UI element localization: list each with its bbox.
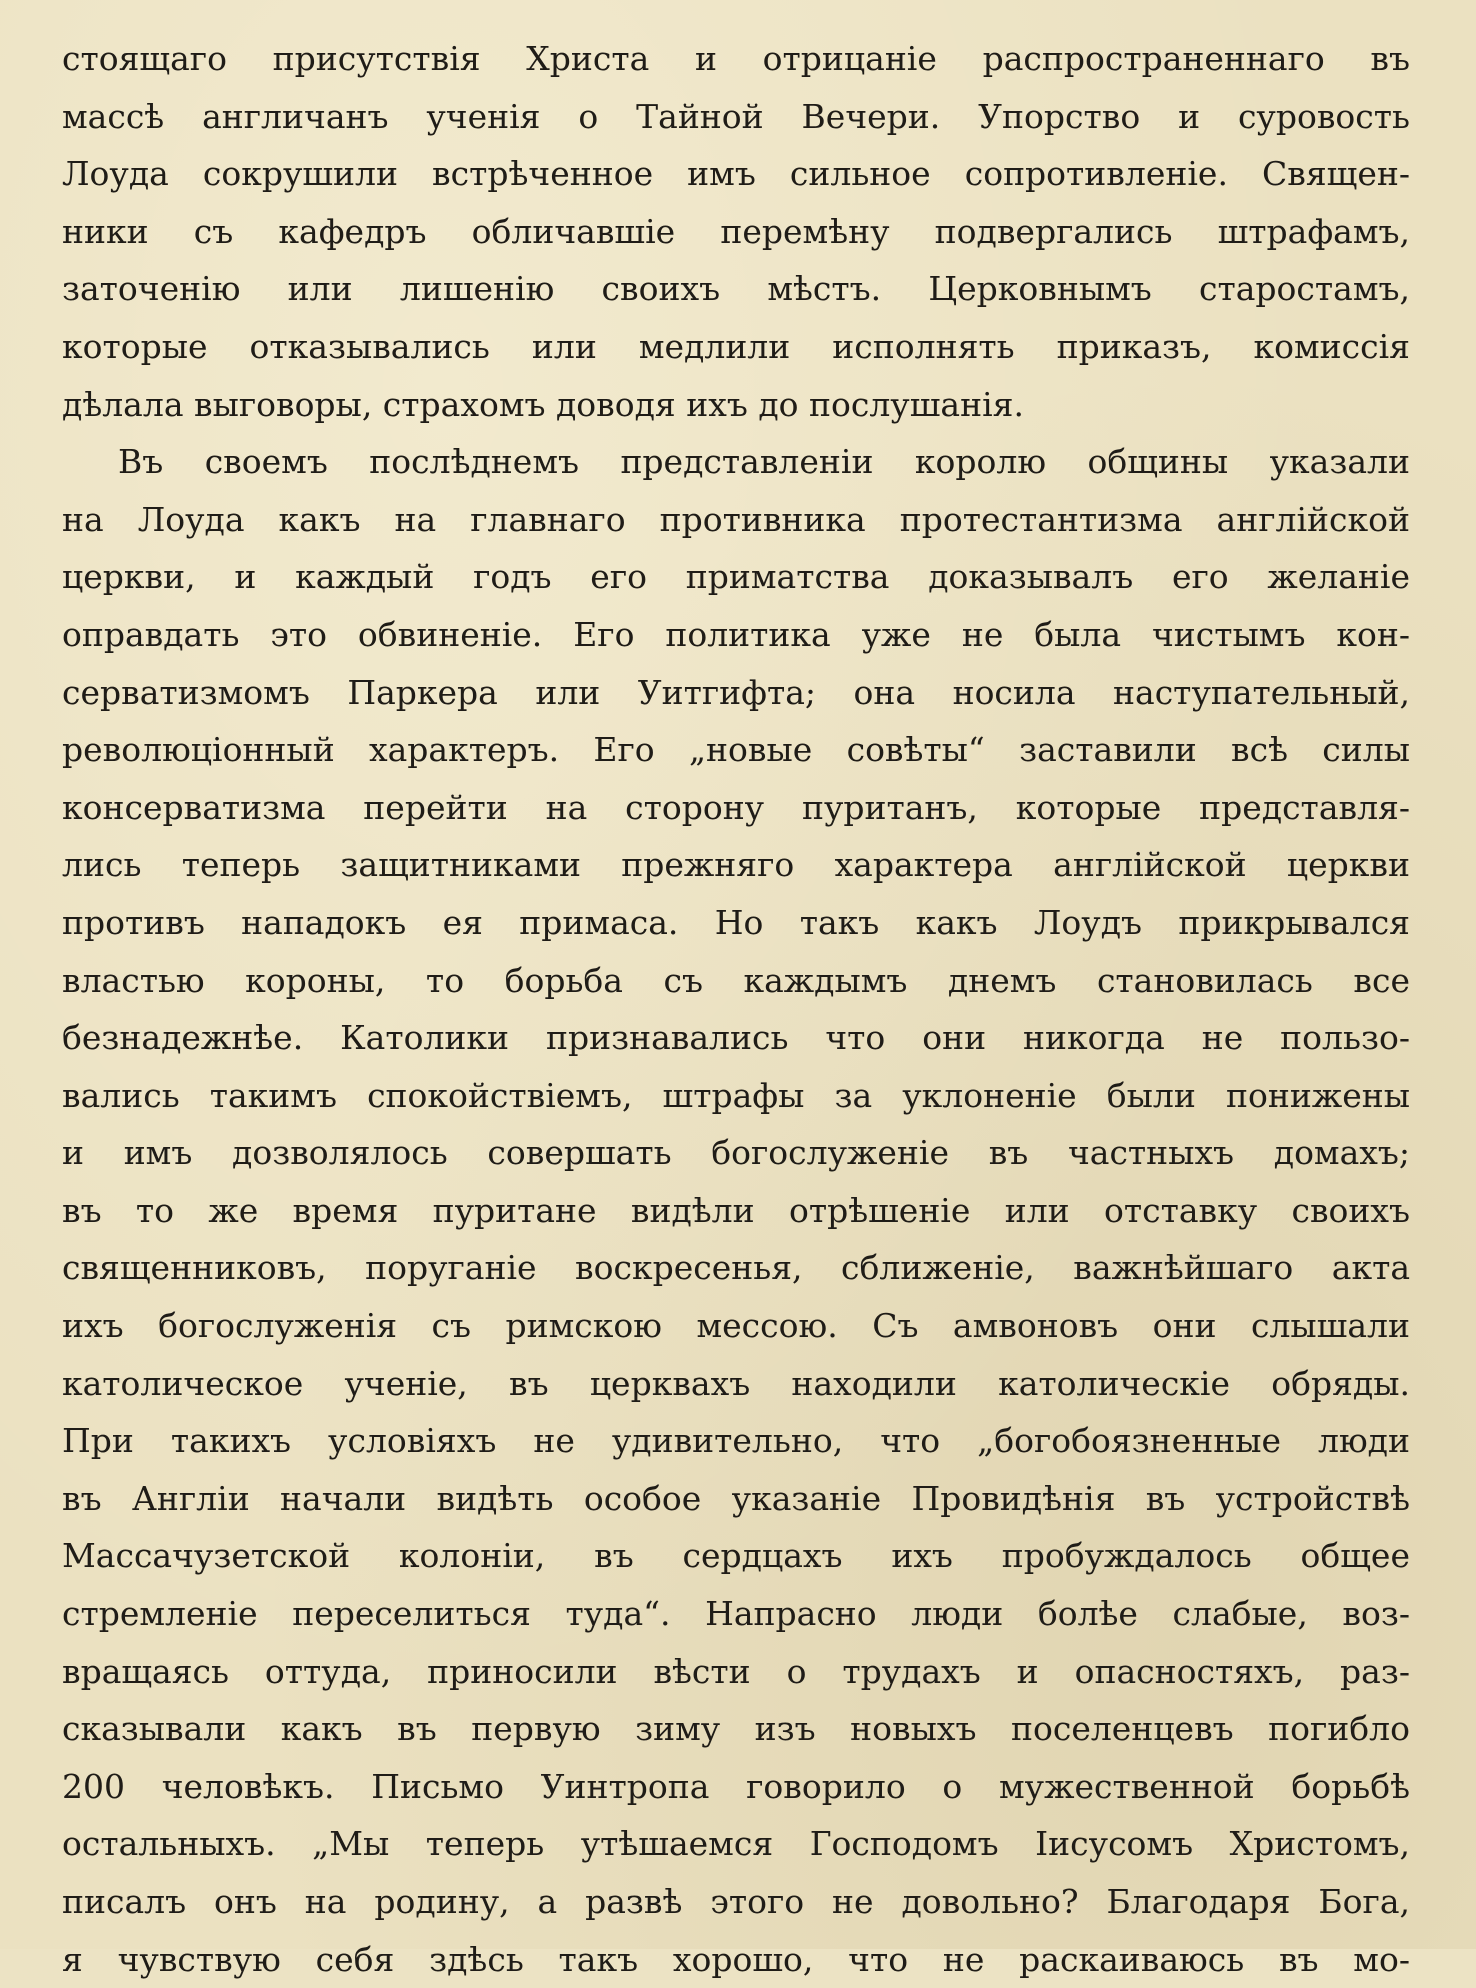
text-line: Лоуда сокрушили встрѣченное имъ сильное сопротивленіе. Священ- — [62, 154, 1410, 194]
text-line: стремленіе переселиться туда“. Напрасно люди болѣе слабые, воз- — [62, 1594, 1410, 1634]
text-line: писалъ онъ на родину, а развѣ этого не довольно? Благодаря Бога, — [62, 1882, 1410, 1921]
text-line: вращаясь оттуда, приносили вѣсти о трудахъ и опасностяхъ, раз- — [62, 1651, 1410, 1691]
text-line: въ Англіи начали видѣть особое указаніе Провидѣнія въ устройствѣ — [62, 1478, 1410, 1518]
text-line: ники съ кафедръ обличавшіе перемѣну подвергались штрафамъ, — [62, 211, 1410, 251]
text-line: безнадежнѣе. Католики признавались что они никогда не пользо- — [62, 1018, 1410, 1058]
text-line: заточенію или лишенію своихъ мѣстъ. Церковнымъ старостамъ, — [62, 269, 1410, 309]
text-line: церкви, и каждый годъ его приматства доказывалъ его желаніе — [62, 557, 1410, 597]
text-line: стоящаго присутствія Христа и отрицаніе распространеннаго въ — [62, 39, 1410, 78]
text-line: консерватизма перейти на сторону пуританъ, которые представля- — [62, 787, 1410, 827]
text-line: При такихъ условіяхъ не удивительно, что „богобоязненные люди — [62, 1421, 1410, 1461]
text-line: священниковъ, поруганіе воскресенья, сближеніе, важнѣйшаго акта — [62, 1248, 1410, 1288]
paragraph-end-line: дѣлала выговоры, страхомъ доводя ихъ до послушанія. — [62, 384, 1024, 424]
text-line: оправдать это обвиненіе. Его политика уже не была чистымъ кон- — [62, 614, 1410, 654]
text-line: Массачузетской колоніи, въ сердцахъ ихъ пробуждалось общее — [62, 1536, 1410, 1576]
text-line: католическое ученіе, въ церквахъ находили католическіе обряды. — [62, 1363, 1410, 1403]
text-line: сказывали какъ въ первую зиму изъ новыхъ поселенцевъ погибло — [62, 1709, 1410, 1749]
text-line: революціонный характеръ. Его „новые совѣты“ заставили всѣ силы — [62, 730, 1410, 770]
text-line: властью короны, то борьба съ каждымъ днемъ становилась все — [62, 960, 1410, 1000]
text-line: на Лоуда какъ на главнаго противника протестантизма англійской — [62, 499, 1410, 539]
text-line: ихъ богослуженія съ римскою мессою. Съ амвоновъ они слышали — [62, 1306, 1410, 1346]
text-line: вались такимъ спокойствіемъ, штрафы за уклоненіе были понижены — [62, 1075, 1410, 1115]
text-line: серватизмомъ Паркера или Уитгифта; она носила наступательный, — [62, 672, 1410, 712]
text-line: остальныхъ. „Мы теперь утѣшаемся Господомъ Іисусомъ Христомъ, — [62, 1824, 1410, 1864]
paragraph-start-line: Въ своемъ послѣднемъ представленіи королю общины указали — [118, 442, 1410, 482]
text-line: лись теперь защитниками прежняго характера англійской церкви — [62, 845, 1410, 885]
text-line: и имъ дозволялось совершать богослуженіе въ частныхъ домахъ; — [62, 1133, 1410, 1173]
text-line: противъ нападокъ ея примаса. Но такъ какъ Лоудъ прикрывался — [62, 902, 1410, 942]
text-line: массѣ англичанъ ученія о Тайной Вечери. Упорство и суровость — [62, 96, 1410, 136]
text-line: которые отказывались или медлили исполнять приказъ, комиссія — [62, 326, 1410, 366]
text-line: я чувствую себя здѣсь такъ хорошо, что не раскаиваюсь въ мо- — [62, 1939, 1410, 1979]
text-line: въ то же время пуритане видѣли отрѣшеніе или отставку своихъ — [62, 1190, 1410, 1230]
page-text — [62, 30, 1410, 1988]
text-line: 200 человѣкъ. Письмо Уинтропа говорило о мужественной борьбѣ — [62, 1766, 1410, 1806]
